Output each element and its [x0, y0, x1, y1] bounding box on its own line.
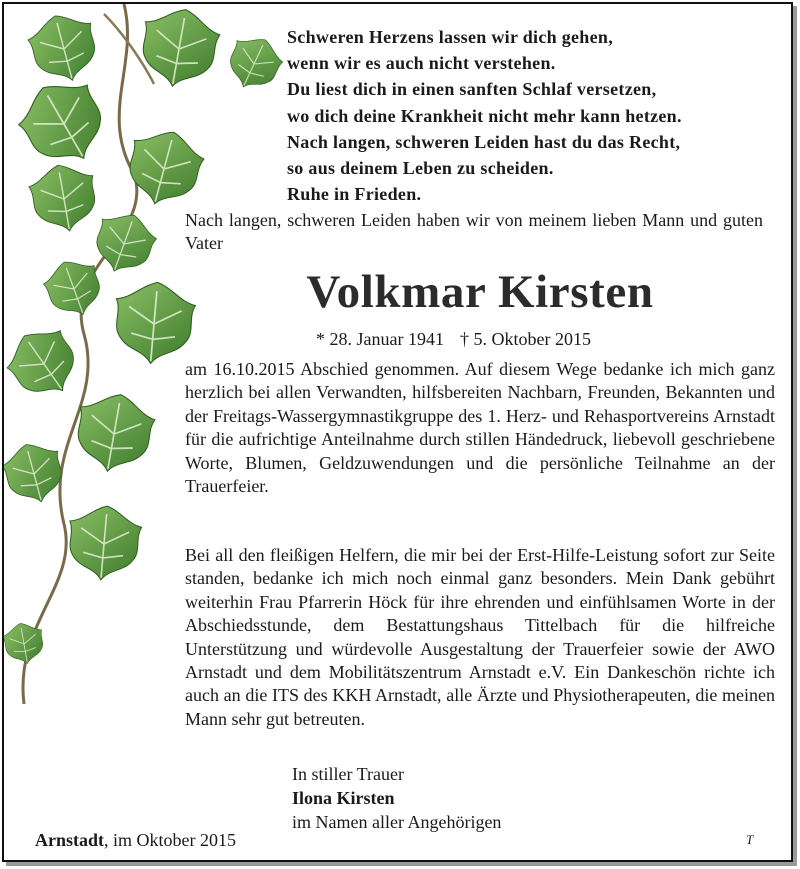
deceased-name: Volkmar Kirsten [306, 266, 654, 318]
signature-name: Ilona Kirsten [292, 788, 395, 808]
poem-line: wenn wir es auch nicht verstehen. [287, 53, 556, 74]
poem-line: Du liest dich in einen sanften Schlaf versetzen, [287, 79, 657, 100]
signature-line-1: In stiller Trauer [292, 764, 404, 784]
place-date [35, 828, 236, 852]
obituary-card [2, 2, 793, 862]
poem-line: wo dich deine Krankheit nicht mehr kann hetzen. [287, 105, 682, 126]
paragraph-text: am 16.10.2015 Abschied genommen. Auf diesem Wege bedanke ich mich ganz herzlich bei allen Verwandten, hilfsbereiten Nachbarn, Freunden, Bekannten und der Freitags-Wassergymnastikgruppe des 1. Herz- und Rehasportvereins Arnstadt für die aufrichtige Anteilnahme durch stillen Händedruck, liebevoll geschriebene Worte, Blumen, Geldzuwendungen und die persönliche Teilnahme an der Trauerfeier. [185, 359, 775, 497]
thanks-paragraph-1 [185, 358, 775, 498]
poem-line: so aus deinem Leben zu scheiden. [287, 158, 554, 179]
paragraph-text: Bei all den fleißigen Helfern, die mir bei der Erst-Hilfe-Leistung sofort zur Seite standen, bedanke ich mich noch einmal ganz besonders. Mein Dank gebührt weiterhin Frau Pfarrerin Höck für ihre ehrenden und einfühlsamen Worte in der Abschiedsstunde, dem Bestattungshaus Tittelbach für die hilfreiche Unterstützung und würdevolle Ausgestaltung der Trauerfeier sowie der AWO Arnstadt und dem Mobilitätszentrum Arnstadt e.V. Ein Dankeschön richte ich auch an die ITS des KKH Arnstadt, alle Ärzte und Physiotherapeuten, die meinen Mann sehr gut betreuten. [185, 545, 775, 729]
death-date: † 5. Oktober 2015 [459, 329, 591, 349]
poem-line: Schweren Herzens lassen wir dich gehen, [287, 27, 614, 47]
thanks-paragraph-2 [185, 544, 775, 731]
agency-mark: T [746, 832, 754, 847]
signature-block [292, 762, 501, 834]
poem [287, 24, 787, 207]
place-name: Arnstadt [35, 830, 105, 850]
birth-date: * 28. Januar 1941 [316, 329, 444, 349]
date-text: , im Oktober 2015 [104, 830, 237, 850]
intro-text: Nach langen, schweren Leiden haben wir von meinem lieben Mann und guten Vater [185, 210, 763, 253]
signature-line-3: im Namen aller Angehörigen [292, 812, 502, 832]
poem-line: Nach langen, schweren Leiden hast du das Recht, [287, 131, 681, 152]
life-dates [316, 327, 591, 351]
poem-line: Ruhe in Frieden. [287, 184, 422, 205]
